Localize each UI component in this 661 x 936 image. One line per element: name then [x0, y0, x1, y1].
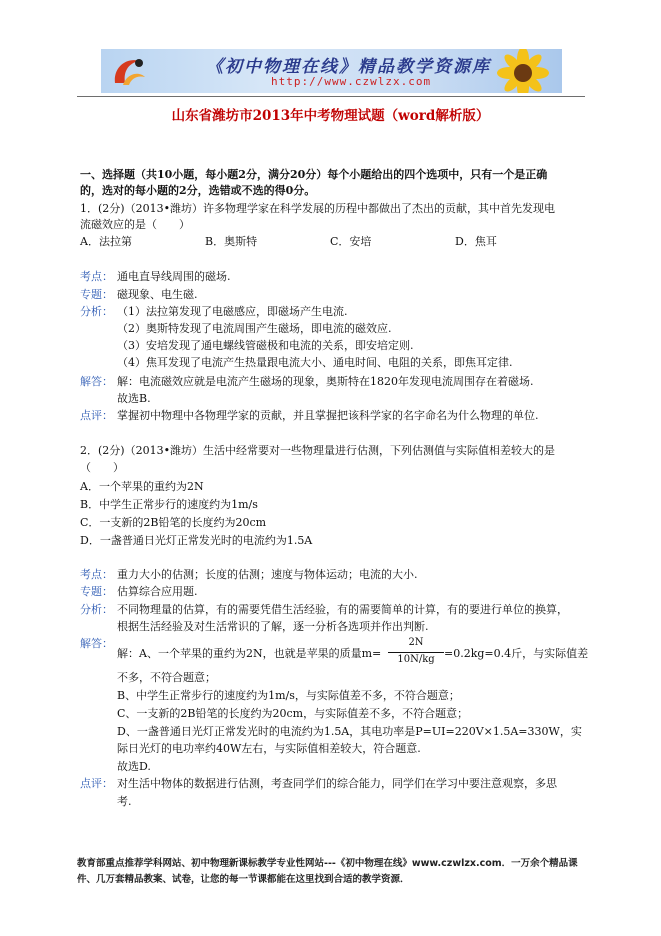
header-divider [77, 96, 585, 97]
q2-jieda-line2: B、中学生正常步行的速度约为1m/s，与实际值差不多，不符合题意； [117, 689, 460, 702]
q2-kaodian-label: 考点： [80, 568, 113, 581]
q1-option-b: B．奥斯特 [205, 235, 258, 248]
footer-line1: 教育部重点推荐学科网站、初中物理新课标教学专业性网站---《初中物理在线》www.czwlzx.com．一万余个精品课 [77, 858, 578, 869]
q1-option-c: C．安培 [330, 235, 372, 248]
fraction-numerator: 2N [408, 637, 424, 648]
section-heading-line1: 一、选择题（共10小题，每小题2分，满分20分）每个小题给出的四个选项中，只有一个是正确 [80, 168, 548, 181]
q2-jieda-a-prefix: 解：A、一个苹果的重约为2N，也就是苹果的质量m= [117, 647, 382, 660]
q2-jieda-label: 解答： [80, 637, 113, 650]
q2-zhuanti: 估算综合应用题. [117, 585, 198, 598]
q2-option-d: D．一盏普通日光灯正常发光时的电流约为1.5A [80, 534, 313, 547]
q1-answer: 故选B. [117, 392, 151, 405]
q1-stem-line1: 1．(2分)（2013•潍坊）许多物理学家在科学发展的历程中都做出了杰出的贡献，其中首先发现电 [80, 202, 556, 215]
q2-jieda-line4: D、一盏普通日光灯正常发光时的电流约为1.5A，其电功率是P=UI=220V×1.5A=330W，实 [117, 725, 582, 738]
q1-fenxi-2: （2）奥斯特发现了电流周围产生磁场，即电流的磁效应. [117, 322, 392, 335]
q2-jieda-line3: C、一支新的2B铅笔的长度约为20cm，与实际值差不多，不符合题意； [117, 707, 469, 720]
q1-stem-line2: 流磁效应的是（ ） [80, 218, 190, 231]
q1-jieda-label: 解答： [80, 375, 113, 388]
banner-url[interactable]: http://www.czwlzx.com [271, 75, 432, 88]
banner-title: 《初中物理在线》精品教学资源库 [206, 57, 491, 77]
q1-zhuanti-label: 专题： [80, 288, 113, 301]
q2-stem-line1: 2．(2分)（2013•潍坊）生活中经常要对一些物理量进行估测，下列估测值与实际值相差较大的是 [80, 444, 556, 457]
footer-line2: 件、几万套精品教案、试卷，让您的每一节课都能在这里找到合适的教学资源． [77, 874, 410, 885]
q2-option-a: A．一个苹果的重约为2N [80, 480, 204, 493]
q2-fenxi-2: 根据生活经验及对生活常识的了解，逐一分析各选项并作出判断. [117, 620, 429, 633]
q1-dianping-label: 点评： [80, 409, 113, 422]
fraction-bar [388, 652, 444, 653]
q2-stem-line2: （ ） [80, 461, 124, 474]
q2-option-c: C．一支新的2B铅笔的长度约为20cm [80, 516, 267, 529]
q2-option-b: B．中学生正常步行的速度约为1m/s [80, 498, 258, 511]
q1-kaodian-label: 考点： [80, 270, 113, 283]
q1-fenxi-1: （1）法拉第发现了电磁感应，即磁场产生电流. [117, 305, 348, 318]
q2-zhuanti-label: 专题： [80, 585, 113, 598]
fraction-denominator: 10N/kg [397, 654, 435, 665]
q1-fenxi-3: （3）安培发现了通电螺线管磁极和电流的关系，即安培定则. [117, 339, 414, 352]
q2-dianping-label: 点评： [80, 777, 113, 790]
q2-dianping-line2: 考. [117, 795, 132, 808]
q2-fenxi-label: 分析： [80, 603, 113, 616]
q2-jieda-a-suffix: =0.2kg=0.4斤，与实际值差 [444, 647, 589, 660]
q2-dianping-line1: 对生活中物体的数据进行估测，考查同学们的综合能力，同学们在学习中要注意观察，多思 [117, 777, 557, 790]
q1-zhuanti: 磁现象、电生磁. [117, 288, 198, 301]
section-heading-line2: 的，选对的每小题的2分，选错或不选的得0分。 [80, 184, 316, 197]
q2-answer: 故选D. [117, 760, 151, 773]
q1-fenxi-label: 分析： [80, 305, 113, 318]
q1-kaodian: 通电直导线周围的磁场. [117, 270, 231, 283]
q1-dianping: 掌握初中物理中各物理学家的贡献，并且掌握把该科学家的名字命名为什么物理的单位. [117, 409, 539, 422]
q2-kaodian: 重力大小的估测；长度的估测；速度与物体运动；电流的大小. [117, 568, 418, 581]
q2-jieda-line1: 不多，不符合题意； [117, 671, 216, 684]
q1-option-a: A．法拉第 [80, 235, 132, 248]
q1-option-d: D．焦耳 [455, 235, 497, 248]
document-title: 山东省潍坊市2013年中考物理试题（word解析版） [171, 108, 490, 124]
sunflower-icon [488, 49, 558, 93]
header-banner [101, 49, 562, 93]
q1-fenxi-4: （4）焦耳发现了电流产生热量跟电流大小、通电时间、电阻的关系，即焦耳定律. [117, 356, 513, 369]
site-logo-icon [109, 53, 149, 89]
q2-fenxi-1: 不同物理量的估算，有的需要凭借生活经验，有的需要简单的计算，有的要进行单位的换算， [117, 603, 568, 616]
q2-jieda-line5: 际日光灯的电功率约40W左右，与实际值相差较大，符合题意. [117, 742, 421, 755]
q1-jieda: 解：电流磁效应就是电流产生磁场的现象，奥斯特在1820年发现电流周围存在着磁场. [117, 375, 534, 388]
